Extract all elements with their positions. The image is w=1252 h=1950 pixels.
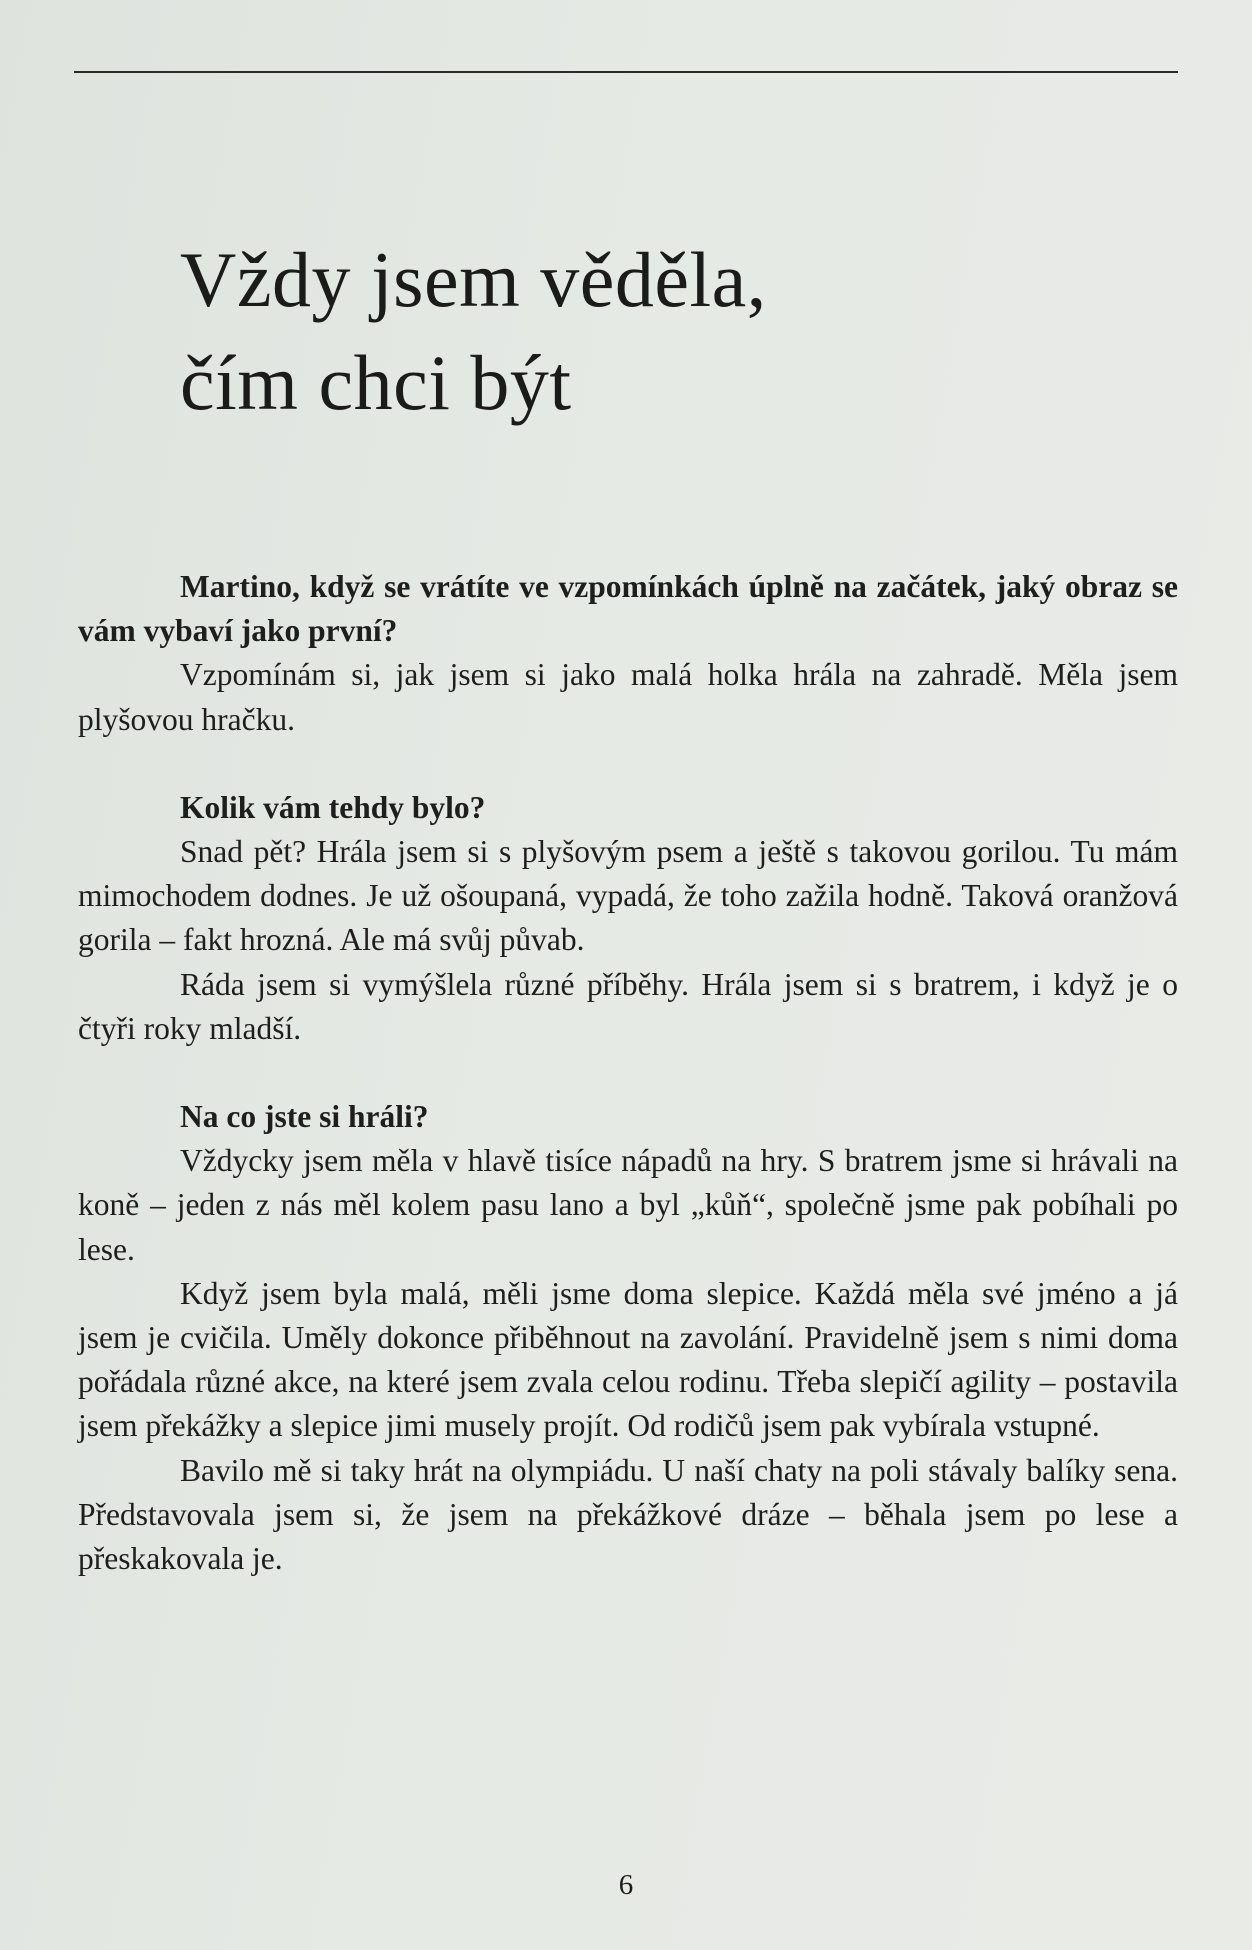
answer-paragraph: Ráda jsem si vymýšlela různé příběhy. Hrála jsem si s bratrem, i když je o čtyři roky mladší. bbox=[78, 966, 1178, 1046]
interview-body bbox=[78, 565, 1178, 1581]
chapter-title bbox=[180, 228, 767, 434]
answer-paragraph: Bavilo mě si taky hrát na olympiádu. U naší chaty na poli stávaly balíky sena. Představovala jsem si, že jsem na překážkové dráze – běhala jsem po lese a přeskakovala je. bbox=[78, 1452, 1178, 1577]
chapter-title-line-2: čím chci být bbox=[180, 339, 572, 426]
interview-section-1 bbox=[78, 565, 1178, 742]
question: Kolik vám tehdy bylo? bbox=[180, 789, 486, 825]
top-rule bbox=[74, 71, 1178, 73]
question: Na co jste si hráli? bbox=[180, 1099, 429, 1135]
page-number: 6 bbox=[618, 1869, 634, 1901]
interview-section-2 bbox=[78, 786, 1178, 1051]
interview-section-3 bbox=[78, 1095, 1178, 1581]
answer-paragraph: Vždycky jsem měla v hlavě tisíce nápadů na hry. S bratrem jsme si hrávali na koně – jeden z nás měl kolem pasu lano a byl „kůň“, společně jsme pak pobíhali po lese. bbox=[78, 1143, 1178, 1267]
chapter-title-line-1: Vždy jsem věděla, bbox=[180, 236, 767, 323]
answer-paragraph: Snad pět? Hrála jsem si s plyšovým psem a ještě s takovou gorilou. Tu mám mimochodem dodnes. Je už ošoupaná, vypadá, že toho zažila hodně. Taková oranžová gorila – fakt hrozná. Ale má svůj půvab. bbox=[78, 834, 1178, 958]
answer-paragraph: Vzpomínám si, jak jsem si jako malá holka hrála na zahradě. Měla jsem plyšovou hračku. bbox=[78, 657, 1178, 737]
answer-paragraph: Když jsem byla malá, měli jsme doma slepice. Každá měla své jméno a já jsem je cvičila. Uměly dokonce přiběhnout na zavolání. Pravidelně jsem s nimi doma pořádala různé akce, na které jsem zvala celou rodinu. Třeba slepičí agility – postavila jsem překážky a slepice jimi musely projít. Od rodičů jsem pak vybírala vstupné. bbox=[78, 1275, 1178, 1444]
question: Martino, když se vrátíte ve vzpomínkách úplně na začátek, jaký obraz se vám vybaví jako první? bbox=[78, 569, 1178, 649]
